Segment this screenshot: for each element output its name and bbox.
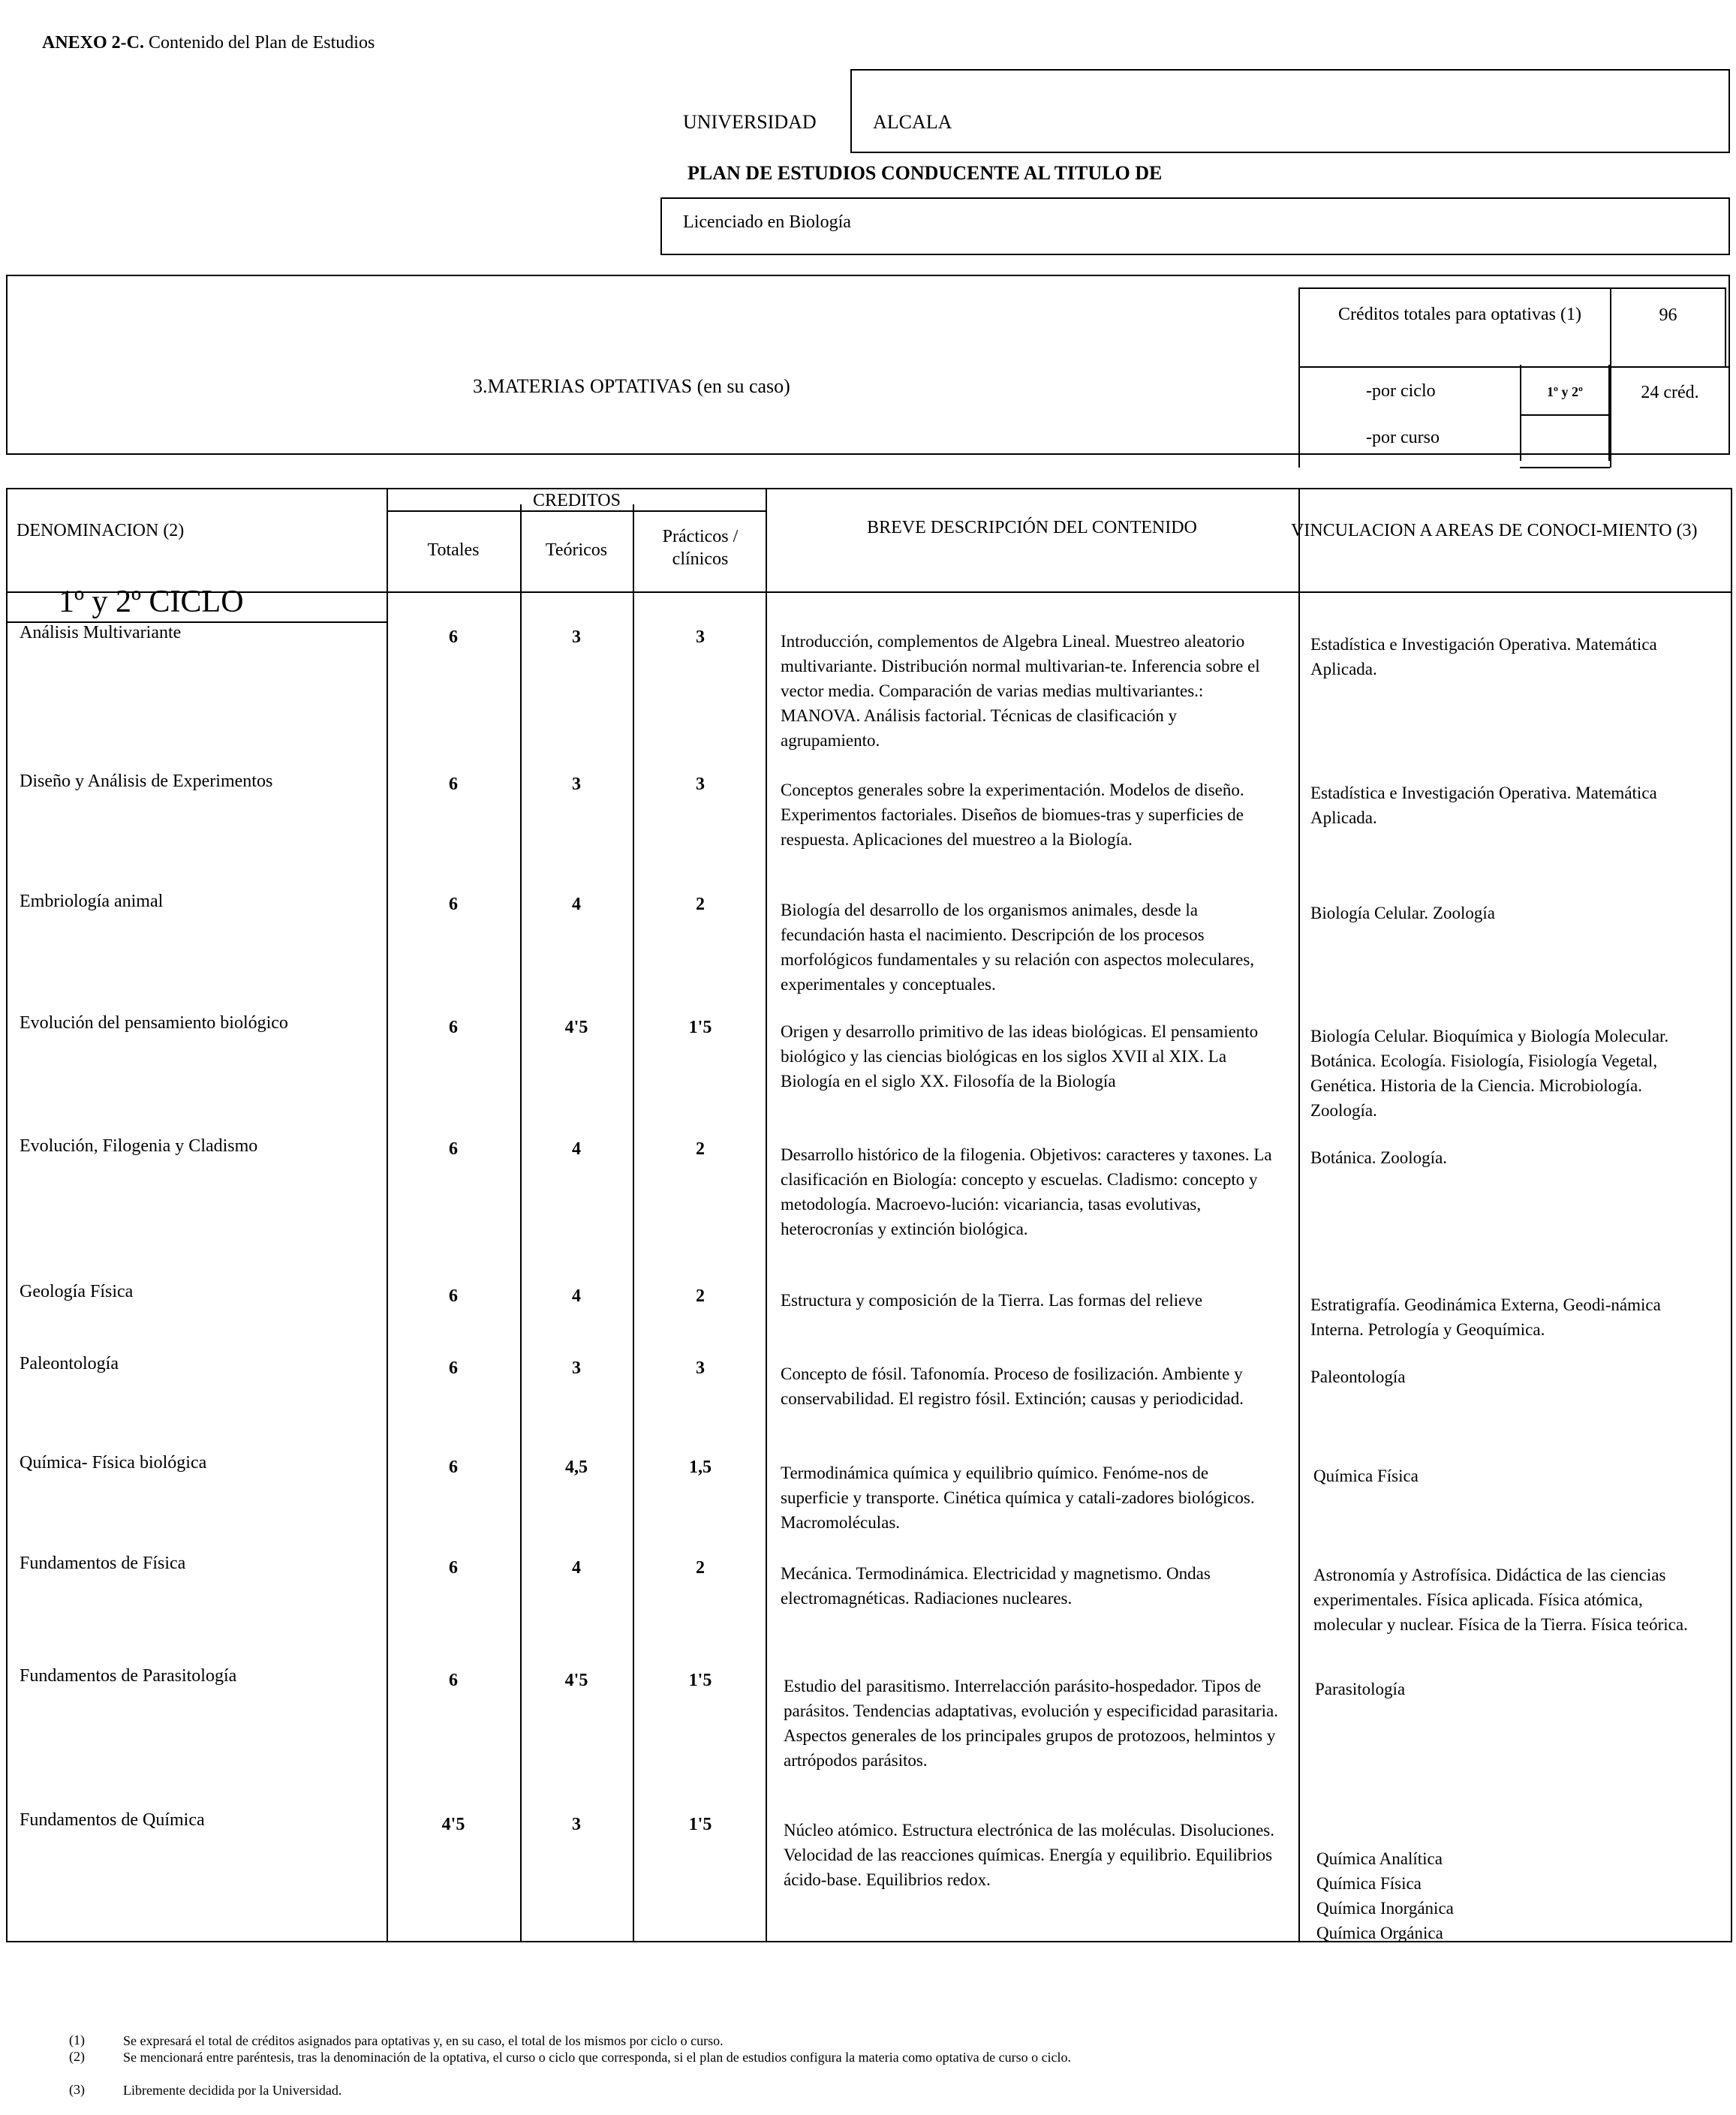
row-practicos: 2 <box>696 895 705 914</box>
row-descripcion: Conceptos generales sobre la experimentación. Modelos de diseño. Experimentos factoriales. Diseños de biomues-tras y superficies de respuesta. Aplicaciones del muestreo a la Biología. <box>781 781 1244 849</box>
divider <box>766 488 767 1942</box>
row-name: Evolución del pensamiento biológico <box>20 1013 288 1033</box>
divider <box>1520 467 1610 468</box>
row-practicos: 1,5 <box>689 1458 712 1477</box>
row-totales: 6 <box>449 1018 458 1037</box>
header-totales: Totales <box>427 540 480 560</box>
row-totales: 6 <box>449 1139 458 1159</box>
footnote-number: (1) <box>69 2032 85 2047</box>
footnote-text: Se expresará el total de créditos asignados para optativas y, en su caso, el total de los mismos por ciclo o curso. <box>123 2033 724 2048</box>
row-name: Diseño y Análisis de Experimentos <box>20 772 273 791</box>
row-areas: Química Física <box>1313 1467 1419 1485</box>
header-creditos: CREDITOS <box>533 491 621 510</box>
row-descripcion: Termodinámica química y equilibrio químico. Fenóme-nos de superficie y transporte. Cinética química y catali-zadores biológicos. Macromoléculas. <box>781 1464 1255 1532</box>
universidad-field <box>850 69 1730 153</box>
plan-title: PLAN DE ESTUDIOS CONDUCENTE AL TITULO DE <box>687 162 1163 184</box>
row-practicos: 3 <box>696 775 705 794</box>
row-areas: Paleontología <box>1310 1367 1406 1386</box>
row-practicos: 1'5 <box>688 1018 712 1037</box>
creditos-totales-label: Créditos totales para optativas (1) <box>1338 305 1581 324</box>
row-totales: 6 <box>449 1558 458 1578</box>
row-name: Geología Física <box>20 1282 134 1301</box>
row-practicos: 2 <box>696 1286 705 1306</box>
ciclo-value: 1º y 2º <box>1547 384 1583 399</box>
header-descripcion: BREVE DESCRIPCIÓN DEL CONTENIDO <box>867 518 1197 537</box>
row-totales: 6 <box>449 1458 458 1477</box>
row-name: Embriología animal <box>20 892 164 911</box>
row-descripcion: Estudio del parasitismo. Interrelacción parásito-hospedador. Tipos de parásitos. Tendencias adaptativas, evolución y especificidad parasitaria. Aspectos generales de los principales grupos de protozoos, helmintos y artrópodos parásitos. <box>784 1677 1278 1770</box>
row-practicos: 3 <box>696 627 705 647</box>
header-vinculacion <box>1291 519 1704 542</box>
row-teoricos: 4 <box>572 1558 581 1578</box>
row-descripcion: Biología del desarrollo de los organismos animales, desde la fecundación hasta el nacimiento. Descripción de los procesos morfológicos fundamentales y su relación con aspectos moleculares, experimentales y conceptuales. <box>781 901 1255 994</box>
row-practicos: 2 <box>696 1139 705 1159</box>
row-practicos: 1'5 <box>688 1815 712 1834</box>
row-practicos: 3 <box>696 1358 705 1378</box>
row-teoricos: 3 <box>572 627 581 647</box>
row-totales: 4'5 <box>441 1815 465 1834</box>
row-name: Evolución, Filogenia y Cladismo <box>20 1136 258 1156</box>
footnote-number: (3) <box>69 2082 85 2097</box>
row-areas: Estadística e Investigación Operativa. Matemática Aplicada. <box>1310 635 1657 678</box>
divider <box>633 504 634 1942</box>
row-descripcion: Estructura y composición de la Tierra. Las formas del relieve <box>781 1291 1203 1310</box>
row-teoricos: 4'5 <box>564 1671 588 1690</box>
row-teoricos: 4 <box>572 1286 581 1306</box>
row-areas: Química Analítica Química Física Química Inorgánica Química Orgánica <box>1316 1849 1454 1942</box>
titulo-value: Licenciado en Biología <box>683 212 851 232</box>
por-curso-label: -por curso <box>1366 428 1440 447</box>
row-areas: Biología Celular. Zoología <box>1310 904 1495 922</box>
row-teoricos: 4 <box>572 895 581 914</box>
row-descripcion: Desarrollo histórico de la filogenia. Objetivos: caracteres y taxones. La clasificación en Biología: concepto y escuelas. Cladismo: concepto y metodología. Macroevo-lución: vicariancia, tasas evolutivas, heterocronías y extinción biológica. <box>781 1145 1272 1238</box>
ciclo-creditos-value: 24 créd. <box>1641 383 1699 402</box>
section-title: 3.MATERIAS OPTATIVAS (en su caso) <box>473 375 790 397</box>
row-teoricos: 3 <box>572 775 581 794</box>
row-totales: 6 <box>449 1286 458 1306</box>
ciclo-box <box>1520 365 1610 461</box>
row-descripcion: Núcleo atómico. Estructura electrónica de las moléculas. Disoluciones. Velocidad de las reacciones químicas. Energía y equilibrio. Equilibrios ácido-base. Equilibrios redox. <box>784 1821 1274 1889</box>
row-areas: Biología Celular. Bioquímica y Biología Molecular. Botánica. Ecología. Fisiología, Fisiología Vegetal, Genética. Historia de la Ciencia. Microbiología. Zoología. <box>1310 1027 1669 1120</box>
divider <box>520 504 522 1942</box>
row-descripcion: Concepto de fósil. Tafonomía. Proceso de fosilización. Ambiente y conservabilidad. El registro fósil. Extinción; causas y periodicidad. <box>781 1364 1244 1408</box>
row-name: Paleontología <box>20 1354 119 1373</box>
ciclo-heading: 1º y 2º CICLO <box>59 585 244 619</box>
divider <box>387 488 388 1942</box>
row-teoricos: 4 <box>572 1139 581 1159</box>
row-areas: Botánica. Zoología. <box>1310 1148 1448 1167</box>
row-totales: 6 <box>449 1358 458 1378</box>
divider <box>1298 366 1730 368</box>
row-name: Fundamentos de Parasitología <box>20 1666 237 1686</box>
row-totales: 6 <box>449 775 458 794</box>
header-vinculacion-text: VINCULACION A AREAS DE CONOCI-MIENTO (3) <box>1291 521 1698 540</box>
row-areas: Estadística e Investigación Operativa. Matemática Aplicada. <box>1310 784 1657 827</box>
row-name: Fundamentos de Química <box>20 1810 205 1830</box>
header-teoricos: Teóricos <box>545 540 608 560</box>
header-denominacion: DENOMINACION (2) <box>17 521 185 540</box>
row-totales: 6 <box>449 895 458 914</box>
row-teoricos: 3 <box>572 1358 581 1378</box>
row-name: Química- Física biológica <box>20 1453 207 1473</box>
row-areas: Estratigrafía. Geodinámica Externa, Geodi-námica Interna. Petrología y Geoquímica. <box>1310 1295 1661 1339</box>
footnote-text: Se mencionará entre paréntesis, tras la denominación de la optativa, el curso o ciclo que corresponda, si el plan de estudios configura la materia como optativa de curso o ciclo. <box>123 2050 1072 2065</box>
row-name: Análisis Multivariante <box>20 623 182 642</box>
row-descripcion: Introducción, complementos de Algebra Lineal. Muestreo aleatorio multivariante. Distribución normal multivarian-te. Inferencia sobre el vector media. Comparación de varias medias multivariantes.: MANOVA. Análisis factorial. Técnicas de clasificación y agrupamiento. <box>781 632 1260 750</box>
row-areas: Astronomía y Astrofísica. Didáctica de las ciencias experimentales. Física aplicada. Física atómica, molecular y nuclear. Física de la Tierra. Física teórica. <box>1313 1566 1688 1634</box>
creditos-totales-value: 96 <box>1659 305 1677 325</box>
divider <box>6 591 1732 593</box>
universidad-label: UNIVERSIDAD <box>683 111 817 133</box>
row-practicos: 2 <box>696 1558 705 1578</box>
row-descripcion: Origen y desarrollo primitivo de las ideas biológicas. El pensamiento biológico y las ciencias biológicas en los siglos XVII al XIX. La Biología en el siglo XX. Filosofía de la Biología <box>781 1022 1259 1091</box>
footnote-text: Libremente decidida por la Universidad. <box>123 2083 342 2098</box>
row-teoricos: 3 <box>572 1815 581 1834</box>
row-areas: Parasitología <box>1315 1680 1406 1698</box>
row-descripcion: Mecánica. Termodinámica. Electricidad y magnetismo. Ondas electromagnéticas. Radiaciones nucleares. <box>781 1564 1211 1608</box>
footnote-number: (2) <box>69 2049 85 2064</box>
row-teoricos: 4,5 <box>565 1458 588 1477</box>
header-practicos: Prácticos / clínicos <box>662 527 739 569</box>
divider <box>1520 414 1610 416</box>
por-ciclo-label: -por ciclo <box>1366 381 1436 401</box>
divider <box>1298 488 1300 1942</box>
row-practicos: 1'5 <box>688 1671 712 1690</box>
anexo-heading: ANEXO 2-C. Contenido del Plan de Estudios <box>42 33 375 53</box>
row-name: Fundamentos de Física <box>20 1554 186 1573</box>
universidad-value: ALCALA <box>873 111 952 133</box>
row-totales: 6 <box>449 1671 458 1690</box>
row-teoricos: 4'5 <box>564 1018 588 1037</box>
row-totales: 6 <box>449 627 458 647</box>
